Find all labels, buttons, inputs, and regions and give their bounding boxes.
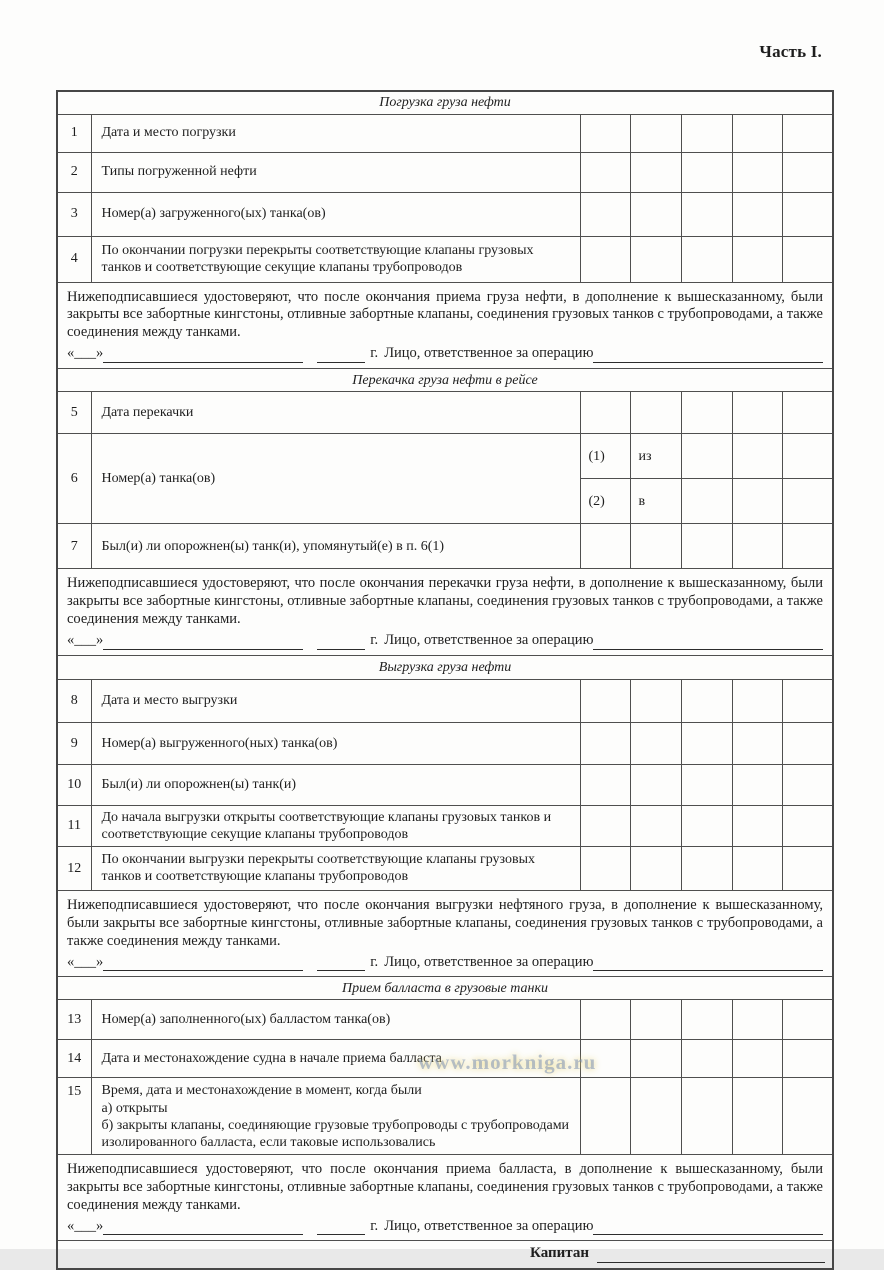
responsible-blank-line [593,956,823,971]
year-blank-line [317,348,365,363]
year-suffix: г. [370,1217,379,1234]
date-blank-line [103,348,303,363]
entry-cell [782,152,833,192]
signature-block-ballast [57,1154,833,1241]
entry-cell [630,722,681,764]
date-signature-line [67,954,823,972]
entry-cell [580,236,630,282]
entry-cell [630,846,681,890]
date-signature-line [67,345,823,363]
entry-cell [782,479,833,524]
captain-signature-line [59,1242,831,1266]
date-quotes: «___» [67,1217,104,1234]
sub-word: в [630,479,681,524]
attestation-text: Нижеподписавшиеся удостоверяют, что после окончания приема груза нефти, в дополнение к вышесказанному, были закрыты все забортные кингстоны, отливные забортные клапаны, соединения грузовых танков с трубопроводами, а также соединения между танками. [67,288,823,341]
entry-cell [782,192,833,236]
table-row [57,1078,833,1154]
entry-cell [681,479,732,524]
table-row [57,1000,833,1040]
date-signature-line [67,632,823,650]
entry-cell [782,434,833,479]
table-row [57,722,833,764]
row-description: Номер(а) загруженного(ых) танка(ов) [91,192,580,236]
entry-cell [681,846,732,890]
part-title: Часть I. [759,42,822,61]
attestation-text: Нижеподписавшиеся удостоверяют, что после окончания выгрузки нефтяного груза, в дополнение к вышесказанному, были закрыты все забортные кингстоны, отливные забортные клапаны, соединения грузовых танков с трубопроводами, а также соединения между танками. [67,896,823,949]
entry-cell [580,679,630,722]
entry-cell [681,679,732,722]
row-description: Дата и место погрузки [91,114,580,152]
row-number: 8 [57,679,91,722]
row-number: 3 [57,192,91,236]
row-number: 7 [57,524,91,569]
entry-cell [732,479,782,524]
row-number: 13 [57,1000,91,1040]
signature-block-transfer [57,569,833,656]
entry-cell [782,114,833,152]
signature-block-loading [57,282,833,369]
responsible-blank-line [593,348,823,363]
year-suffix: г. [370,632,379,648]
attestation-text: Нижеподписавшиеся удостоверяют, что после окончания перекачки груза нефти, в дополнение к вышесказанному, были закрыты все забортные кингстоны, отливные забортные клапаны, соединения грузовых танков с трубопроводами, а также соединения между танками. [67,575,823,628]
entry-cell [782,236,833,282]
entry-cell [681,114,732,152]
section-title-ballast: Прием балласта в грузовые танки [57,977,833,1000]
watermark: www.morkniga.ru [418,1050,597,1074]
entry-cell [630,524,681,569]
entry-cell [630,1040,681,1078]
sub-index: (2) [580,479,630,524]
entry-cell [681,1040,732,1078]
table-row [57,764,833,805]
date-quotes: «___» [67,953,104,970]
entry-cell [782,722,833,764]
signature-block-discharge [57,890,833,977]
entry-cell [630,764,681,805]
entry-cell [630,152,681,192]
entry-cell [732,392,782,434]
table-row [57,434,833,479]
row-number: 6 [57,434,91,524]
row-description: Номер(а) выгруженного(ных) танка(ов) [91,722,580,764]
entry-cell [630,236,681,282]
entry-cell [732,192,782,236]
entry-cell [580,524,630,569]
entry-cell [782,1040,833,1078]
entry-cell [681,392,732,434]
entry-cell [732,722,782,764]
row-number: 15 [57,1078,91,1154]
entry-cell [782,846,833,890]
entry-cell [580,805,630,846]
entry-cell [580,764,630,805]
row-description: Был(и) ли опорожнен(ы) танк(и) [91,764,580,805]
row-description: Номер(а) танка(ов) [91,434,580,524]
entry-cell [732,679,782,722]
row-description-line: б) закрыты клапаны, соединяющие грузовые трубопроводы с трубопроводами изолированного балласта, если таковые использовались [101,1117,570,1150]
entry-cell [681,152,732,192]
year-blank-line [317,635,365,650]
entry-cell [782,1000,833,1040]
responsible-person-label: Лицо, ответственное за операцию [384,345,594,362]
entry-cell [782,392,833,434]
table-row [57,192,833,236]
section-title-transfer: Перекачка груза нефти в рейсе [57,369,833,392]
entry-cell [732,805,782,846]
row-number: 11 [57,805,91,846]
row-description: Был(и) ли опорожнен(ы) танк(и), упомянутый(е) в п. 6(1) [91,524,580,569]
date-blank-line [103,635,303,650]
row-description: Номер(а) заполненного(ых) балластом танка(ов) [91,1000,580,1040]
entry-cell [732,1040,782,1078]
entry-cell [580,114,630,152]
entry-cell [580,1040,630,1078]
entry-cell [732,434,782,479]
sub-index: (1) [580,434,630,479]
entry-cell [681,192,732,236]
entry-cell [580,392,630,434]
record-table [56,90,834,1270]
row-number: 14 [57,1040,91,1078]
entry-cell [732,1000,782,1040]
date-quotes: «___» [67,632,104,648]
captain-blank-line [597,1248,825,1263]
entry-cell [782,524,833,569]
table-row [57,1040,833,1078]
entry-cell [782,805,833,846]
year-blank-line [317,956,365,971]
entry-cell [681,805,732,846]
date-signature-line [67,1218,823,1236]
entry-cell [782,1078,833,1154]
entry-cell [630,114,681,152]
entry-cell [580,846,630,890]
row-description: Дата и местонахождение судна в начале приема балласта [91,1040,580,1078]
row-number: 2 [57,152,91,192]
entry-cell [630,392,681,434]
entry-cell [681,1078,732,1154]
date-blank-line [103,1220,303,1235]
entry-cell [732,1078,782,1154]
entry-cell [630,192,681,236]
entry-cell [732,764,782,805]
row-number: 5 [57,392,91,434]
entry-cell [732,524,782,569]
entry-cell [630,805,681,846]
entry-cell [782,679,833,722]
row-number: 10 [57,764,91,805]
table-row [57,236,833,282]
row-description: Дата и место выгрузки [91,679,580,722]
responsible-blank-line [593,635,823,650]
captain-row [57,1241,833,1269]
responsible-person-label: Лицо, ответственное за операцию [384,1217,594,1234]
entry-cell [732,114,782,152]
year-suffix: г. [370,345,379,362]
entry-cell [580,192,630,236]
entry-cell [580,152,630,192]
responsible-blank-line [593,1220,823,1235]
table-row [57,805,833,846]
table-row [57,114,833,152]
sub-word: из [630,434,681,479]
table-row [57,392,833,434]
captain-label: Капитан [530,1245,589,1262]
date-quotes: «___» [67,345,104,362]
row-number: 1 [57,114,91,152]
entry-cell [630,679,681,722]
responsible-person-label: Лицо, ответственное за операцию [384,953,594,970]
entry-cell [681,764,732,805]
row-description: По окончании выгрузки перекрыты соответствующие клапаны грузовых танков и соответствующие клапаны трубопроводов [91,846,580,890]
row-description: До начала выгрузки открыты соответствующие клапаны грузовых танков и соответствующие секущие клапаны трубопроводов [91,805,580,846]
row-description: По окончании погрузки перекрыты соответствующие клапаны грузовых танков и соответствующие секущие клапаны трубопроводов [91,236,580,282]
row-number: 12 [57,846,91,890]
entry-cell [580,1000,630,1040]
entry-cell [580,722,630,764]
row-description-line: а) открыты [101,1100,168,1116]
entry-cell [681,1000,732,1040]
entry-cell [732,152,782,192]
table-row [57,152,833,192]
entry-cell [782,764,833,805]
entry-cell [681,722,732,764]
entry-cell [630,1000,681,1040]
date-blank-line [103,956,303,971]
section-title-loading: Погрузка груза нефти [57,91,833,114]
year-blank-line [317,1220,365,1235]
entry-cell [580,1078,630,1154]
section-title-discharge: Выгрузка груза нефти [57,655,833,679]
row-number: 4 [57,236,91,282]
entry-cell [681,434,732,479]
table-row [57,846,833,890]
row-description-line: Время, дата и местонахождение в момент, когда были [101,1083,422,1099]
entry-cell [732,846,782,890]
entry-cell [630,1078,681,1154]
row-description: Дата перекачки [91,392,580,434]
row-number: 9 [57,722,91,764]
entry-cell [732,236,782,282]
table-row [57,524,833,569]
entry-cell [681,236,732,282]
responsible-person-label: Лицо, ответственное за операцию [384,632,594,648]
row-description: Типы погруженной нефти [91,152,580,192]
entry-cell [681,524,732,569]
row-description [91,1078,580,1154]
table-row [57,679,833,722]
attestation-text: Нижеподписавшиеся удостоверяют, что после окончания приема балласта, в дополнение к вышесказанному, были закрыты все забортные кингстоны, отливные забортные клапаны, соединения грузовых танков с трубопроводами, а также соединения между танками. [67,1160,823,1213]
year-suffix: г. [370,953,379,970]
